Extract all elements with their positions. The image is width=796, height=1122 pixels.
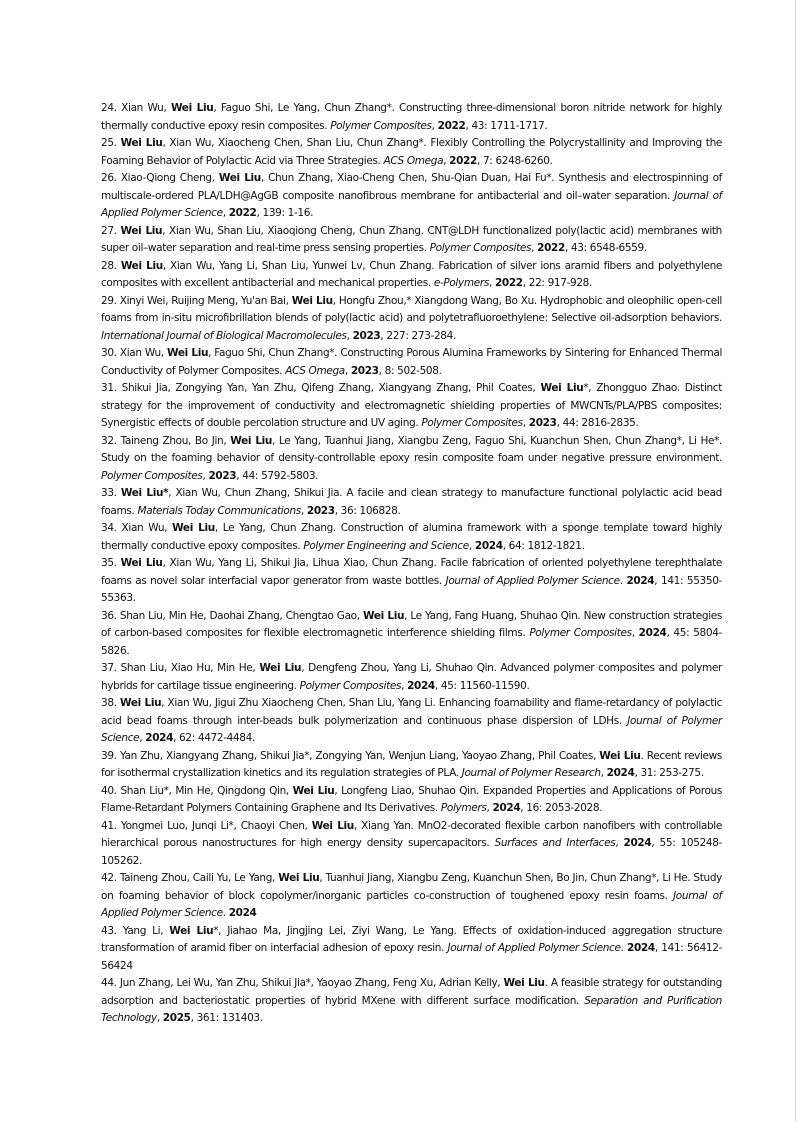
reference-text: Xian Wu, (119, 347, 167, 359)
reference-bold-text: Wei Liu (169, 924, 214, 937)
reference-text: , Tuanhui Jiang, Xiangbu Zeng, Kuanchun Shen, Bo Jin, Chun Zhang*, Li He. Study on foaming behavior of block copolymer/inorganic particles co-construction of toughened epoxy resin foams. (101, 872, 722, 902)
reference-bold-text: Wei Liu (120, 137, 163, 149)
reference-text: , (156, 1012, 163, 1024)
reference-item (101, 818, 722, 871)
reference-text: Taineng Zhou, Caili Yu, Le Yang, (119, 872, 279, 884)
reference-journal: Materials Today Communications (137, 504, 301, 517)
reference-text: , (468, 539, 475, 552)
reference-text: Yan Zhu, Xiangyang Zhang, Shikui Jia*, Zongying Yan, Wenjun Liang, Yaoyao Zhang, Phil Coates, (119, 749, 600, 762)
reference-text: , 8: 502-508. (378, 364, 442, 377)
reference-bold-text: 2024 (228, 907, 257, 919)
reference-text: , Faguo Shi, Chun Zhang*. Constructing Porous Alumina Frameworks by Sintering for Enhanced Thermal Conductivity of Polymer Composites. (101, 347, 723, 377)
reference-journal: Separation and Purification Technology (101, 994, 722, 1024)
reference-bold-text: 2024 (474, 539, 503, 552)
reference-item (101, 433, 722, 486)
reference-bold-text: 2024 (606, 767, 635, 779)
reference-text: , 139: 1-16. (256, 207, 314, 219)
reference-bold-text: Wei Liu (278, 872, 320, 884)
reference-text: Shan Liu*, Min He, Qingdong Qin, (120, 784, 293, 797)
reference-number: 24. (101, 102, 117, 114)
reference-journal: Polymer Composites (299, 679, 402, 692)
reference-journal: Journal of Polymer Science (101, 714, 722, 744)
reference-text: , (486, 802, 493, 814)
reference-number: 31. (101, 382, 117, 394)
reference-number: 29. (101, 294, 117, 307)
reference-text: , 62: 4472-4484. (173, 732, 255, 744)
reference-bold-text: 2022 (228, 207, 257, 219)
reference-item (101, 783, 722, 818)
reference-item (101, 135, 722, 170)
reference-item (101, 170, 722, 223)
reference-text: , (522, 417, 529, 429)
reference-bold-text: 2023 (306, 504, 335, 517)
reference-text: *, Jiahao Ma, Jingjing Lei, Ziyi Wang, Le Yang. Effects of oxidation-induced aggregation structure transformation of aramid fiber on interfacial adhesion of epoxy resin. (101, 924, 722, 954)
reference-item (101, 258, 722, 293)
reference-text: . (619, 574, 627, 587)
reference-number: 37. (101, 662, 117, 674)
reference-bold-text: Wei Liu (120, 557, 163, 569)
reference-text: Shan Liu, Xiao Hu, Min He, (120, 662, 260, 674)
reference-journal: Journal of Applied Polymer Science (447, 942, 621, 954)
reference-item (101, 380, 722, 433)
reference-bold-text: 2025 (162, 1012, 191, 1024)
reference-text: , 361: 131403. (190, 1012, 263, 1024)
reference-text: , (401, 679, 408, 692)
reference-number: 30. (101, 347, 117, 359)
reference-journal: ACS Omega (285, 364, 345, 377)
reference-bold-text: Wei Liu (167, 347, 209, 359)
reference-bold-text: Wei Liu (503, 977, 545, 989)
reference-text: , 227: 273-284. (380, 329, 456, 342)
reference-journal: International Journal of Biological Macromolecules (101, 329, 347, 342)
reference-text: , (346, 329, 353, 342)
reference-bold-text: Wei Liu (292, 784, 335, 797)
reference-text: , 43: 1711-1717. (465, 119, 548, 132)
reference-bold-text: Wei Liu (120, 259, 163, 272)
reference-text: Xian Wu, (121, 102, 171, 114)
reference-text: , 44: 5792-5803. (236, 469, 319, 482)
reference-number: 27. (101, 224, 117, 237)
reference-item (101, 293, 722, 346)
reference-item (101, 608, 722, 661)
reference-text: , 31: 253-275. (634, 767, 704, 779)
reference-text: , (488, 277, 495, 289)
reference-text: , Dengfeng Zhou, Yang Li, Shuhao Qin. Advanced polymer composites and polymer hybrids for cartilage tissue engineering. (101, 662, 722, 692)
reference-item (101, 695, 722, 748)
reference-bold-text: 2022 (449, 154, 477, 167)
reference-bold-text: Wei Liu (291, 294, 333, 307)
reference-text: , 22: 917-928. (522, 277, 592, 289)
reference-journal: e-Polymers (433, 277, 489, 289)
reference-text: Yongmei Luo, Junqi Li*, Chaoyi Chen, (120, 819, 312, 832)
reference-bold-text: 2024 (623, 837, 652, 849)
reference-text: Taineng Zhou, Bo Jin, (120, 434, 231, 447)
reference-text: , Le Yang, Fang Huang, Shuhao Qin. New construction strategies of carbon-based composites for flexible electromagnetic interference shielding films. (101, 609, 722, 639)
reference-text: , Hongfu Zhou,* Xiangdong Wang, Bo Xu. Hydrophobic and oleophilic open-cell foams from in-situ microfibrillation blends of poly(lactic acid) and polytetrafluoroethylene: Selective oil-adsorption behaviors. (101, 294, 722, 324)
reference-text: , Chun Zhang, Xiao-Cheng Chen, Shu-Qian Duan, Hai Fu*. Synthesis and electrospinning of multiscale-ordered PLA/LDH@AgGB composite nanofibrous membrane for antibacterial and oil–water separation. (101, 172, 722, 202)
reference-item (101, 100, 722, 135)
reference-text: . (620, 942, 628, 954)
reference-number: 26. (101, 172, 117, 184)
reference-text: , (443, 154, 450, 167)
reference-bold-text: 2024 (638, 627, 667, 639)
reference-journal: Journal of Applied Polymer Science (101, 189, 722, 219)
reference-text: , 45: 11560-11590. (434, 679, 530, 692)
reference-text: , Xian Wu, Shan Liu, Xiaoqiong Cheng, Chun Zhang. CNT@LDH functionalized poly(lactic acid) membranes with super oil–water separation and real-time press sensing properties. (101, 224, 722, 254)
reference-text: Jun Zhang, Lei Wu, Yan Zhu, Shikui Jia*, Yaoyao Zhang, Feng Xu, Adrian Kelly, (119, 977, 504, 989)
reference-bold-text: Wei Liu* (120, 487, 169, 499)
reference-bold-text: 2024 (145, 732, 174, 744)
reference-bold-text: 2023 (350, 364, 379, 377)
reference-bold-text: 2023 (352, 329, 381, 342)
reference-item (101, 345, 722, 380)
reference-text: , Xian Wu, Chun Zhang, Shikui Jia. A facile and clean strategy to manufacture functional polylactic acid bead foams. (101, 487, 722, 517)
reference-text: , 64: 1812-1821. (502, 539, 585, 552)
reference-bold-text: Wei Liu (311, 819, 354, 832)
reference-text: , Xian Wu, Xiaocheng Chen, Shan Liu, Chun Zhang*. Flexibly Controlling the Polycrystallinity and Improving the Foaming Behavior of Polylactic Acid via Three Strategies. (101, 137, 722, 167)
reference-text: , (202, 469, 209, 482)
reference-text: , 141: 56412-56424 (101, 942, 723, 972)
reference-journal: Polymer Composites (421, 417, 523, 429)
reference-text: , (222, 207, 229, 219)
reference-text: Xinyi Wei, Ruijing Meng, Yu'an Bai, (119, 294, 292, 307)
reference-number: 44. (101, 977, 117, 989)
reference-number: 33. (101, 487, 117, 499)
reference-number: 39. (101, 749, 117, 762)
reference-journal: Polymer Composites (529, 627, 632, 639)
reference-journal: Journal of Applied Polymer Science (101, 889, 722, 919)
reference-item (101, 748, 722, 783)
reference-number: 41. (101, 819, 117, 832)
reference-number: 35. (101, 557, 117, 569)
reference-journal: Journal of Polymer Research (461, 767, 601, 779)
reference-text: . Recent reviews for isothermal crystallization kinetics and its regulation strategies of PLA. (101, 749, 722, 779)
reference-item (101, 223, 722, 258)
reference-text: , (615, 837, 624, 849)
reference-text: Xian Wu, (121, 522, 173, 534)
reference-journal: Journal of Applied Polymer Science (445, 574, 620, 587)
reference-text: *, Zhongguo Zhao. Distinct strategy for the improvement of conductivity and electromagnetic shielding properties of MWCNTs/PLA/PBS composites: Synergistic effects of double percolation structure and UV aging. (101, 382, 723, 429)
reference-text: Yang Li, (122, 924, 170, 937)
reference-item (101, 870, 722, 923)
reference-number: 43. (101, 924, 117, 937)
reference-bold-text: Wei Liu (599, 749, 641, 762)
reference-bold-text: 2024 (627, 942, 655, 954)
reference-text: , 141: 55350-55363. (101, 574, 722, 604)
reference-bold-text: 2024 (626, 574, 655, 587)
reference-text: , Le Yang, Tuanhui Jiang, Xiangbu Zeng, Faguo Shi, Kuanchun Shen, Chun Zhang*, Li He*. Study on the foaming behavior of density-controllable epoxy resin composite foam under negative pressure environment. (101, 434, 722, 464)
reference-item (101, 923, 722, 976)
reference-text: , Xian Wu, Yang Li, Shikui Jia, Lihua Xiao, Chun Zhang. Facile fabrication of oriented polyethylene terephthalate foams as novel solar interfacial vapor generator from waste bottles. (101, 557, 722, 587)
reference-text: Shan Liu, Min He, Daohai Zhang, Chengtao Gao, (119, 609, 363, 622)
reference-bold-text: Wei Liu (259, 662, 302, 674)
reference-bold-text: Wei Liu (218, 172, 261, 184)
reference-item (101, 660, 722, 695)
reference-text: , 44: 2816-2835. (556, 417, 639, 429)
reference-text: , (631, 627, 639, 639)
reference-bold-text: 2023 (208, 469, 237, 482)
reference-bold-text: Wei Liu (172, 522, 215, 534)
reference-journal: Surfaces and Interfaces (494, 837, 616, 849)
reference-item (101, 975, 722, 1028)
reference-text: , 45: 5804-5826. (101, 627, 722, 657)
reference-text: , (139, 732, 146, 744)
reference-number: 42. (101, 872, 117, 884)
reference-bold-text: 2023 (528, 417, 557, 429)
reference-bold-text: Wei Liu (362, 609, 405, 622)
reference-text: , 43: 6548-6559. (564, 242, 647, 254)
reference-text: , (431, 119, 438, 132)
reference-number: 32. (101, 434, 117, 447)
reference-text: , 16: 2053-2028. (520, 802, 603, 814)
reference-text: , 36: 106828. (334, 504, 401, 517)
reference-journal: Polymers (440, 802, 487, 814)
reference-bold-text: 2022 (437, 119, 466, 132)
reference-number: 28. (101, 259, 117, 272)
reference-text: , 7: 6248-6260. (476, 154, 553, 167)
reference-text: . (222, 907, 229, 919)
reference-text: , Xiang Yan. MnO2-decorated flexible carbon nanofibers with controllable hierarchical porous nanostructures for high energy density supercapacitors. (101, 819, 722, 849)
reference-text: , (600, 767, 607, 779)
reference-bold-text: Wei Liu (540, 382, 584, 394)
reference-list (101, 100, 722, 1028)
reference-item (101, 555, 722, 608)
reference-journal: ACS Omega (383, 154, 444, 167)
reference-bold-text: Wei Liu (120, 224, 163, 237)
reference-text: Shikui Jia, Zongying Yan, Yan Zhu, Qifeng Zhang, Xiangyang Zhang, Phil Coates, (121, 382, 541, 394)
reference-text: , Longfeng Liao, Shuhao Qin. Expanded Properties and Applications of Porous Flame-Retardant Polymers Containing Graphene and Its Derivatives. (101, 784, 722, 814)
reference-text: , Xian Wu, Yang Li, Shan Liu, Yunwei Lv, Chun Zhang. Fabrication of silver ions aramid fibers and polyethylene composites with excellent antibacterial and mechanical properties. (101, 259, 722, 289)
reference-bold-text: Wei Liu (119, 697, 162, 709)
reference-bold-text: 2022 (537, 242, 565, 254)
reference-bold-text: Wei Liu (230, 434, 273, 447)
reference-journal: Polymer Composites (429, 242, 532, 254)
reference-number: 25. (101, 137, 117, 149)
reference-text: . A feasible strategy for outstanding adsorption and bacteriostatic properties of hybrid MXene with different surface modification. (101, 977, 722, 1007)
reference-number: 34. (101, 522, 117, 534)
reference-number: 38. (101, 697, 117, 709)
reference-bold-text: 2024 (492, 802, 521, 814)
reference-journal: Polymer Composites (330, 119, 432, 132)
reference-text: , (300, 504, 307, 517)
reference-text: , (344, 364, 351, 377)
reference-text: , Xian Wu, Jigui Zhu Xiaocheng Chen, Shan Liu, Yang Li. Enhancing foamability and flame-retardancy of polylactic acid bead foams through inter-beads bulk polymerization and continuous phase dispersion of LDHs. (101, 697, 722, 727)
reference-journal: Polymer Composites (101, 469, 203, 482)
reference-text: , 55: 105248-105262. (101, 837, 722, 867)
reference-bold-text: 2024 (407, 679, 435, 692)
reference-number: 40. (101, 784, 117, 797)
reference-text: , (531, 242, 538, 254)
reference-text: Xiao-Qiong Cheng, (120, 172, 219, 184)
reference-journal: Polymer Engineering and Science (303, 539, 469, 552)
reference-text: , Le Yang, Chun Zhang. Construction of alumina framework with a sponge template toward highly thermally conductive epoxy composites. (101, 522, 722, 552)
reference-item (101, 520, 722, 555)
reference-number: 36. (101, 609, 117, 622)
reference-text: , Faguo Shi, Le Yang, Chun Zhang*. Constructing three-dimensional boron nitride network for highly thermally conductive epoxy resin composites. (101, 102, 722, 132)
reference-bold-text: Wei Liu (170, 102, 214, 114)
reference-item (101, 485, 722, 520)
reference-bold-text: 2022 (494, 277, 523, 289)
